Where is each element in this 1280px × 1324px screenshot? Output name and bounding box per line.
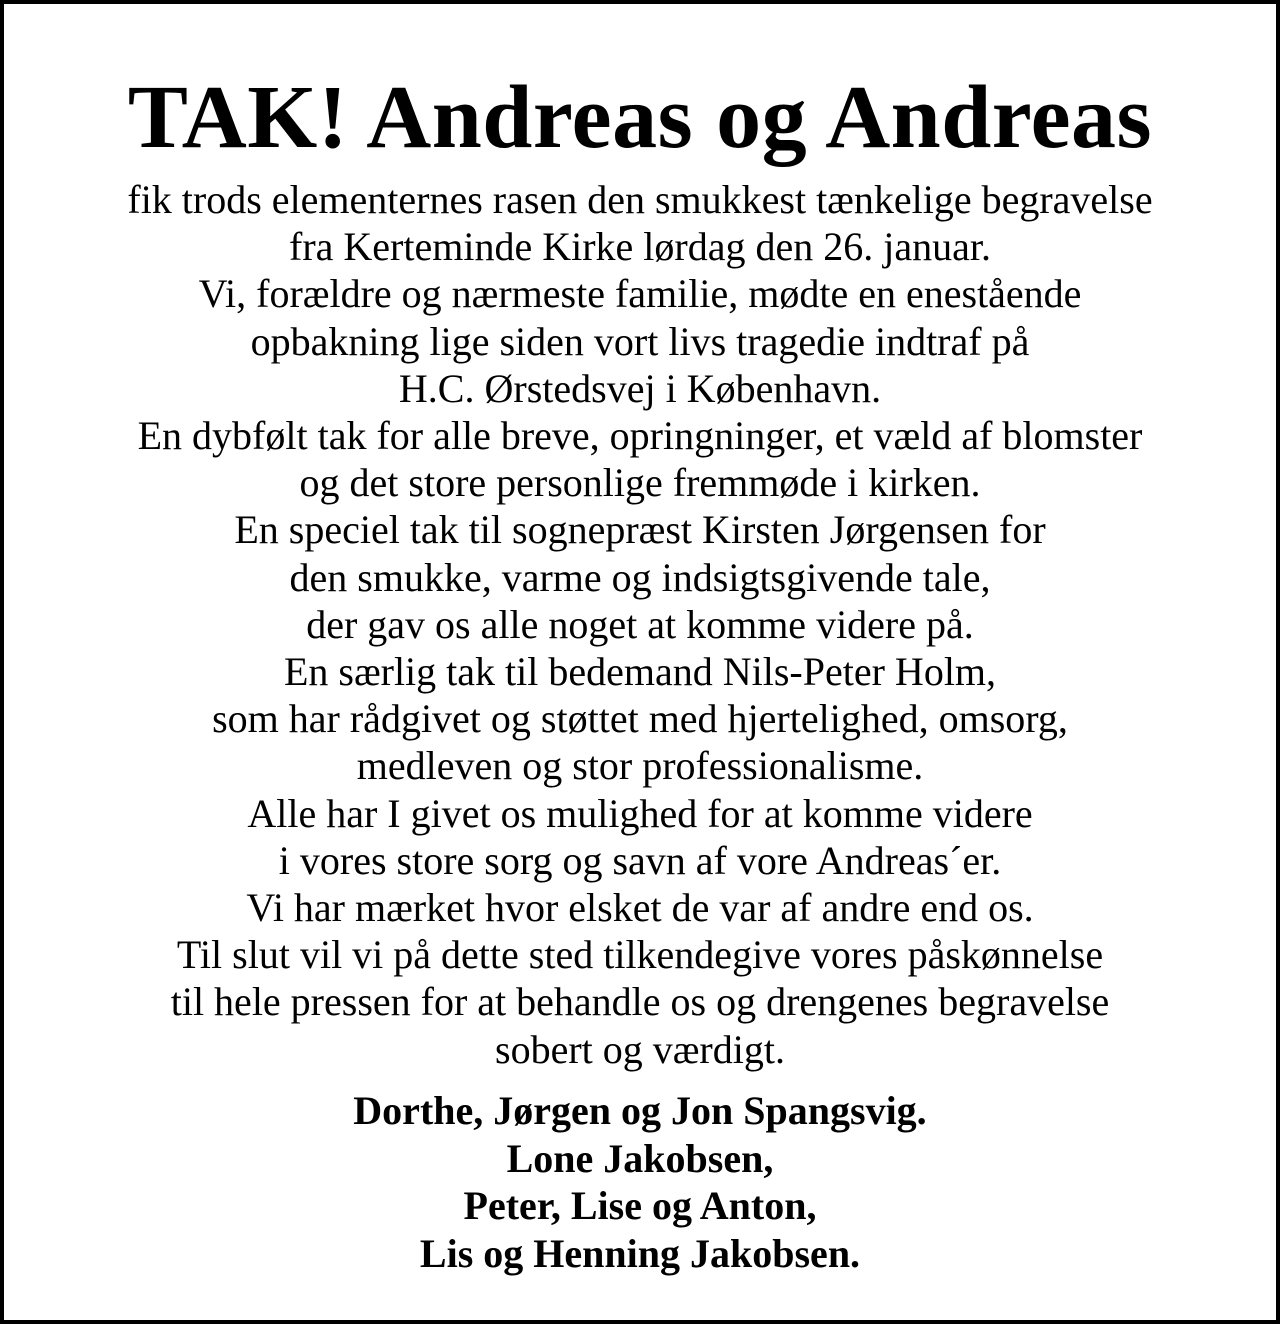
body-line: En speciel tak til sognepræst Kirsten Jørgensen for [234, 507, 1046, 553]
body-line: til hele pressen for at behandle os og drengenes begravelse [170, 979, 1110, 1025]
body-line: fik trods elementernes rasen den smukkest tænkelige begravelse [127, 177, 1153, 222]
notice-body [4, 176, 1276, 1073]
body-line: Til slut vil vi på dette sted tilkendegive vores påskønnelse [176, 932, 1104, 978]
signature-line: Lone Jakobsen, [506, 1135, 774, 1181]
notice-title: TAK! Andreas og Andreas [127, 68, 1153, 167]
signature-line: Peter, Lise og Anton, [463, 1183, 817, 1228]
body-line: En dybfølt tak for alle breve, opringninger, et væld af blomster [137, 413, 1143, 459]
body-line: H.C. Ørstedsvej i København. [398, 365, 882, 411]
signature-line: Dorthe, Jørgen og Jon Spangsvig. [353, 1088, 927, 1133]
body-line: der gav os alle noget at komme videre på. [306, 601, 974, 647]
body-line: Alle har I givet os mulighed for at komme videre [247, 790, 1033, 836]
signature-block [4, 1087, 1276, 1277]
body-line: i vores store sorg og savn af vore Andreas´er. [278, 837, 1002, 883]
body-line: Vi har mærket hvor elsket de var af andre end os. [246, 885, 1034, 931]
body-line: medleven og stor professionalisme. [356, 743, 924, 789]
body-line: En særlig tak til bedemand Nils-Peter Holm, [283, 649, 997, 695]
body-line: den smukke, varme og indsigtsgivende tale, [289, 554, 991, 600]
body-line: opbakning lige siden vort livs tragedie indtraf på [250, 318, 1030, 364]
body-line: fra Kerteminde Kirke lørdag den 26. januar. [289, 224, 991, 270]
signature-line: Lis og Henning Jakobsen. [419, 1230, 861, 1276]
body-line: og det store personlige fremmøde i kirken. [299, 460, 981, 506]
body-line: som har rådgivet og støttet med hjertelighed, omsorg, [212, 696, 1068, 742]
body-line: Vi, forældre og nærmeste familie, mødte en enestående [198, 271, 1082, 317]
body-line: sobert og værdigt. [495, 1026, 785, 1072]
